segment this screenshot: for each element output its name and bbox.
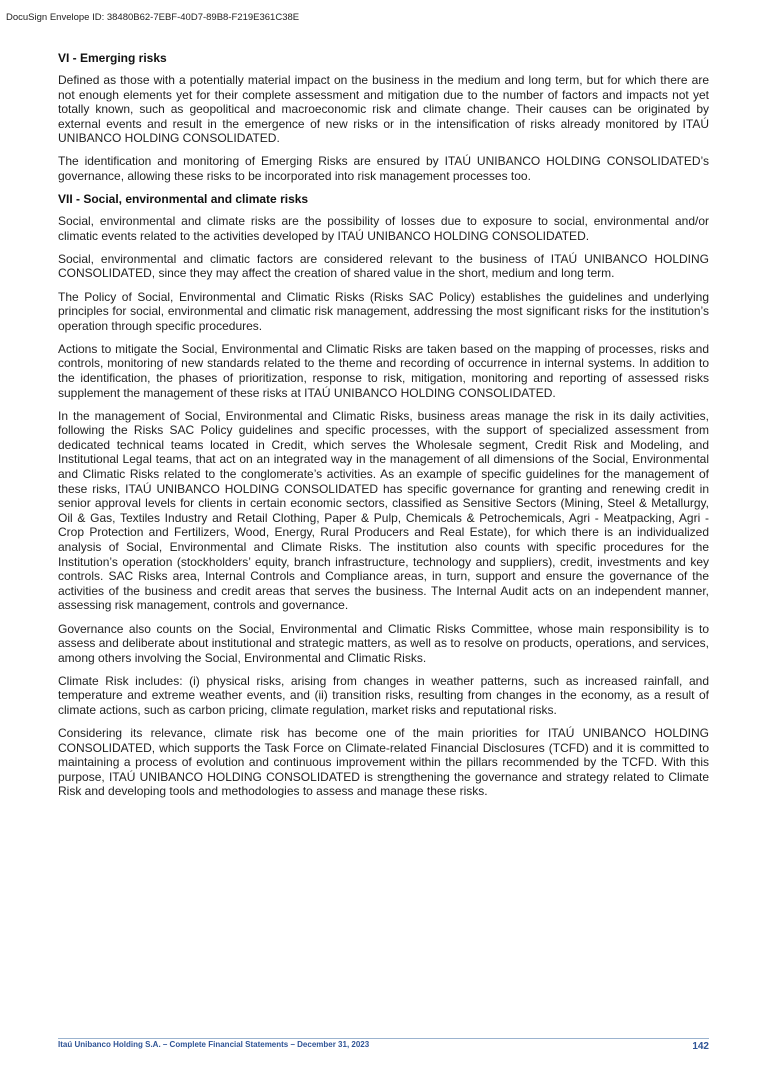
paragraph: Governance also counts on the Social, Environmental and Climatic Risks Committee, whose main responsibility is to assess and deliberate about institutional and strategic matters, as well as to resolve on products, operations, and services, among others involving the Social, Environmental and Climatic Risks. — [58, 621, 709, 665]
footer-divider — [58, 1038, 709, 1039]
section-heading-social-environmental-climate-risks: VII - Social, environmental and climate risks — [58, 192, 309, 207]
page-number: 142 — [692, 1041, 709, 1052]
paragraph: Considering its relevance, climate risk has become one of the main priorities for ITAÚ UNIBANCO HOLDING CONSOLIDATED, which supports the Task Force on Climate-related Financial Disclosures (TCFD) and it is committed to maintaining a process of evolution and continuous improvement within the pillars recommended by the TCFD. With this purpose, ITAÚ UNIBANCO HOLDING CONSOLIDATED is strengthening the governance and strategy related to Climate Risk and developing tools and methodologies to assess and manage these risks. — [58, 726, 709, 799]
paragraph: The identification and monitoring of Emerging Risks are ensured by ITAÚ UNIBANCO HOLDING CONSOLIDATED’s governance, allowing these risks to be incorporated into risk management processes too. — [58, 154, 709, 184]
envelope-id: DocuSign Envelope ID: 38480B62-7EBF-40D7-89B8-F219E361C38E — [6, 12, 300, 23]
document-body — [58, 51, 709, 808]
section-heading-emerging-risks: VI - Emerging risks — [58, 51, 167, 65]
paragraph: Social, environmental and climatic factors are considered relevant to the business of ITAÚ UNIBANCO HOLDING CONSOLIDATED, since they may affect the creation of shared value in the short, medium and long term. — [58, 251, 709, 281]
paragraph: Defined as those with a potentially material impact on the business in the medium and long term, but for which there are not enough elements yet for their complete assessment and mitigation due to the number of factors and impacts not yet totally known, such as geopolitical and macroeconomic risk and climate change. Their causes can be originated by external events and result in the emergence of new risks or in the intensification of risks already monitored by ITAÚ UNIBANCO HOLDING CONSOLIDATED. — [58, 73, 709, 146]
paragraph: Social, environmental and climate risks are the possibility of losses due to exposure to social, environmental and/or climatic events related to the activities developed by ITAÚ UNIBANCO HOLDING CONSOLIDATED. — [58, 214, 709, 243]
paragraph: Actions to mitigate the Social, Environmental and Climatic Risks are taken based on the mapping of processes, risks and controls, monitoring of new standards related to the theme and recording of occurrence in internal systems. In addition to the identification, the phases of prioritization, response to risk, mitigation, monitoring and reporting of assessed risks supplement the management of these risks at ITAÚ UNIBANCO HOLDING CONSOLIDATED. — [58, 341, 709, 400]
paragraph: In the management of Social, Environmental and Climatic Risks, business areas manage the risk in its daily activities, following the Risks SAC Policy guidelines and specific processes, with the support of specialized assessment from dedicated technical teams located in Credit, which serves the Wholesale segment, Credit Risk and Modeling, and Institutional Legal teams, that act on an integrated way in the management of all dimensions of the Social, Environmental and Climatic Risks related to the conglomerate’s activities. As an example of specific guidelines for the management of these risks, ITAÚ UNIBANCO HOLDING CONSOLIDATED has specific governance for granting and renewing credit in senior approval levels for clients in certain economic sectors, classified as Sensitive Sectors (Mining, Steel & Metallurgy, Oil & Gas, Textiles Industry and Retail Clothing, Paper & Pulp, Chemicals & Petrochemicals, Agri - Meatpacking, Agri - Crop Protection and Fertilizers, Wood, Energy, Rural Producers and Real Estate), for which there is an individualized analysis of Social, Environmental and Climate Risks. The institution also counts with specific procedures for the Institution’s operation (stockholders’ equity, branch infrastructure, technology and suppliers), credit, investments and key controls. SAC Risks area, Internal Controls and Compliance areas, in turn, support and ensure the governance of the activities of the business and credit areas that serves the business. The Internal Audit acts on an independent manner, assessing risk management, controls and governance. — [58, 408, 709, 613]
footer-document-title: Itaú Unibanco Holding S.A. – Complete Financial Statements – December 31, 2023 — [58, 1040, 370, 1049]
paragraph: The Policy of Social, Environmental and Climatic Risks (Risks SAC Policy) establishes the guidelines and underlying principles for social, environmental and climatic risk management, addressing the most significant risks for the institution’s operation through specific procedures. — [58, 289, 709, 333]
paragraph: Climate Risk includes: (i) physical risks, arising from changes in weather patterns, such as increased rainfall, and temperature and extreme weather events, and (ii) transition risks, resulting from changes in the economy, as a result of climate actions, such as carbon pricing, climate regulation, market risks and reputational risks. — [58, 673, 709, 717]
